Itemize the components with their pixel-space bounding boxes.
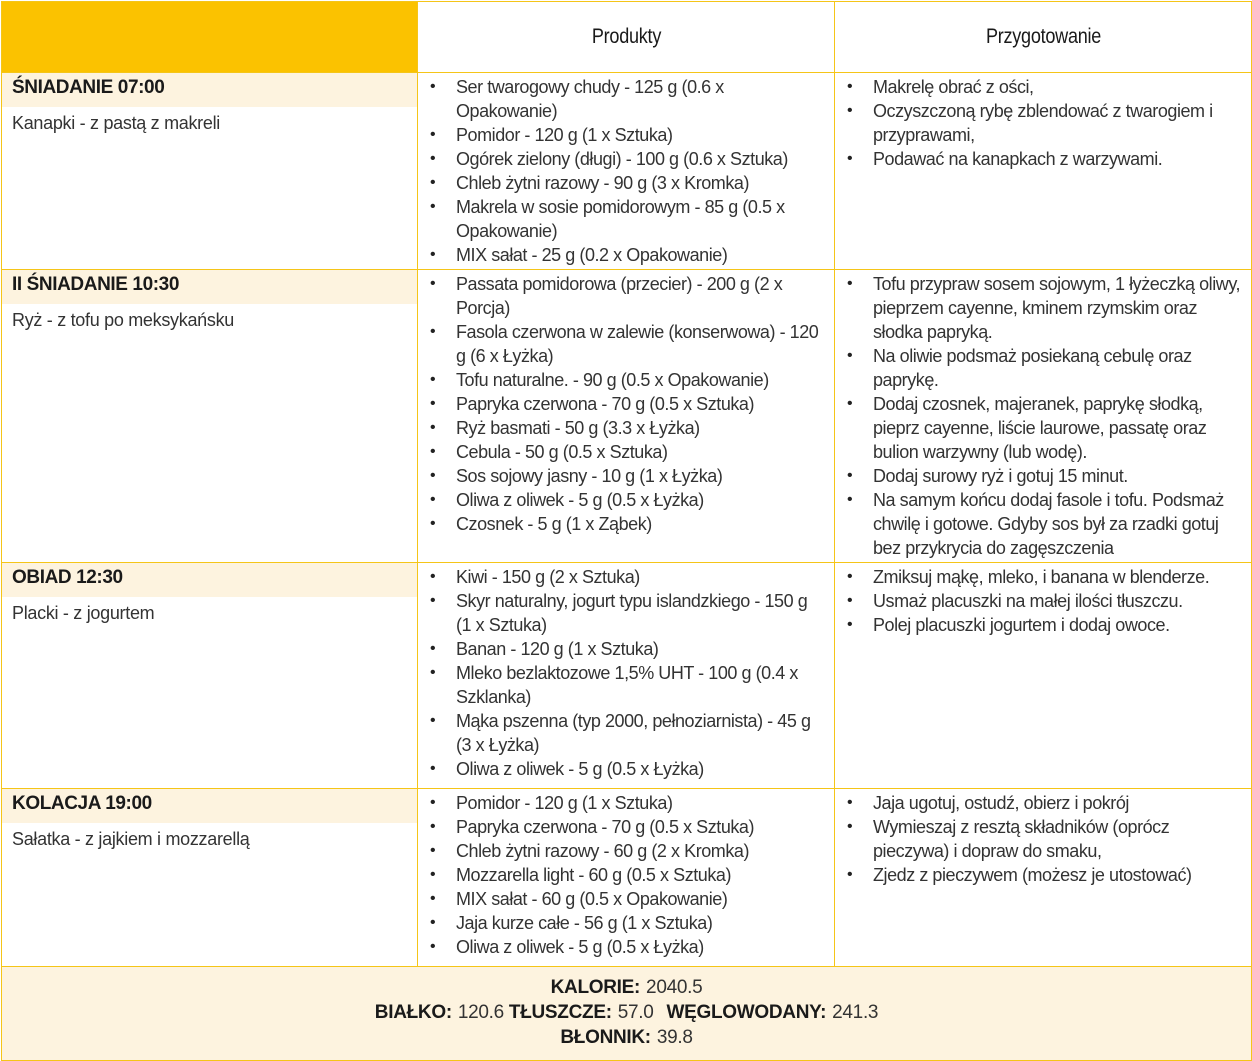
- product-item: • Pomidor - 120 g (1 x Sztuka): [428, 123, 826, 147]
- product-item: • Kiwi - 150 g (2 x Sztuka): [428, 565, 826, 589]
- preparation-step: • Polej placuszki jogurtem i dodaj owoce.: [845, 613, 1243, 637]
- meal-name: Kanapki - z pastą z makreli: [12, 113, 220, 133]
- product-item: • Oliwa z oliwek - 5 g (0.5 x Łyżka): [428, 488, 826, 512]
- meal-name: Placki - z jogurtem: [12, 603, 155, 623]
- preparation-step: • Na samym końcu dodaj fasole i tofu. Podsmaż chwilę i gotowe. Gdyby sos był za rzadki gotuj bez przykrycia do zagęszczenia: [845, 488, 1243, 560]
- meal-info-cell: [2, 789, 418, 967]
- preparation-cell-list: [835, 73, 1251, 173]
- preparation-cell: [835, 270, 1252, 563]
- meal-info-cell: [2, 563, 418, 789]
- carb-value: 241.3: [832, 1002, 879, 1023]
- meal-name: Sałatka - z jajkiem i mozzarellą: [12, 829, 250, 849]
- preparation-cell-list: [835, 270, 1251, 562]
- preparation-step: • Podawać na kanapkach z warzywami.: [845, 147, 1243, 171]
- preparation-cell-list: [835, 789, 1251, 889]
- preparation-step: • Wymieszaj z resztą składników (oprócz pieczywa) i dopraw do smaku,: [845, 815, 1243, 863]
- products-cell: [418, 789, 835, 967]
- meal-time: ŚNIADANIE 07:00: [2, 73, 417, 107]
- preparation-step: • Jaja ugotuj, ostudź, obierz i pokrój: [845, 791, 1243, 815]
- products-cell: [418, 563, 835, 789]
- preparation-step: • Dodaj czosnek, majeranek, paprykę słodką, pieprz cayenne, liście laurowe, passatę oraz bulion warzywny (lub wodę).: [845, 392, 1243, 464]
- preparation-step: • Makrelę obrać z ości,: [845, 75, 1243, 99]
- fat-label: TŁUSZCZE:: [508, 1002, 612, 1023]
- product-item: • Ser twarogowy chudy - 125 g (0.6 x Opakowanie): [428, 75, 826, 123]
- meal-info-cell: [2, 270, 418, 563]
- preparation-step: • Zmiksuj mąkę, mleko, i banana w blenderze.: [845, 565, 1243, 589]
- product-item: • Cebula - 50 g (0.5 x Sztuka): [428, 440, 826, 464]
- preparation-cell: [835, 789, 1252, 967]
- product-item: • Passata pomidorowa (przecier) - 200 g (2 x Porcja): [428, 272, 826, 320]
- preparation-step: • Na oliwie podsmaż posiekaną cebulę oraz paprykę.: [845, 344, 1243, 392]
- kcal-label: KALORIE:: [550, 977, 641, 998]
- meal-row: [2, 563, 1252, 789]
- meal-plan-table: [1, 1, 1252, 1061]
- meal-row: [2, 73, 1252, 270]
- products-cell-list: [418, 563, 834, 783]
- meal-name: Ryż - z tofu po meksykańsku: [12, 310, 234, 330]
- product-item: • Pomidor - 120 g (1 x Sztuka): [428, 791, 826, 815]
- product-item: • Oliwa z oliwek - 5 g (0.5 x Łyżka): [428, 757, 826, 781]
- protein-value: 120.6: [457, 1002, 504, 1023]
- product-item: • Mozzarella light - 60 g (0.5 x Sztuka): [428, 863, 826, 887]
- carb-label: WĘGLOWODANY:: [666, 1002, 827, 1023]
- preparation-step: • Zjedz z pieczywem (możesz je utostować): [845, 863, 1243, 887]
- product-item: • Chleb żytni razowy - 60 g (2 x Kromka): [428, 839, 826, 863]
- fiber-label: BŁONNIK:: [560, 1027, 651, 1048]
- meal-time: OBIAD 12:30: [2, 563, 417, 597]
- fat-value: 57.0: [617, 1002, 654, 1023]
- products-cell: [418, 73, 835, 270]
- header-corner: [2, 2, 418, 73]
- product-item: • Fasola czerwona w zalewie (konserwowa) - 120 g (6 x Łyżka): [428, 320, 826, 368]
- kcal-value: 2040.5: [646, 977, 703, 998]
- meal-time: KOLACJA 19:00: [2, 789, 417, 823]
- meal-row: [2, 270, 1252, 563]
- product-item: • Banan - 120 g (1 x Sztuka): [428, 637, 826, 661]
- preparation-cell: [835, 73, 1252, 270]
- protein-label: BIAŁKO:: [374, 1002, 452, 1023]
- product-item: • Mleko bezlaktozowe 1,5% UHT - 100 g (0.4 x Szklanka): [428, 661, 826, 709]
- products-cell-list: [418, 270, 834, 538]
- product-item: • MIX sałat - 25 g (0.2 x Opakowanie): [428, 243, 826, 267]
- fiber-value: 39.8: [656, 1027, 693, 1048]
- preparation-step: • Tofu przypraw sosem sojowym, 1 łyżeczką oliwy, pieprzem cayenne, kminem rzymskim oraz słodka papryką.: [845, 272, 1243, 344]
- summary-line-kcal: [2, 975, 1251, 1000]
- meal-info-cell: [2, 73, 418, 270]
- nutrition-summary: [2, 967, 1252, 1061]
- products-cell-list: [418, 789, 834, 961]
- product-item: • Czosnek - 5 g (1 x Ząbek): [428, 512, 826, 536]
- product-item: • Makrela w sosie pomidorowym - 85 g (0.5 x Opakowanie): [428, 195, 826, 243]
- summary-line-fiber: [2, 1025, 1251, 1050]
- header-row: [2, 2, 1252, 73]
- column-header-products: Produkty: [447, 2, 806, 73]
- preparation-step: • Usmaż placuszki na małej ilości tłuszczu.: [845, 589, 1243, 613]
- product-item: • Papryka czerwona - 70 g (0.5 x Sztuka): [428, 392, 826, 416]
- product-item: • MIX sałat - 60 g (0.5 x Opakowanie): [428, 887, 826, 911]
- preparation-step: • Dodaj surowy ryż i gotuj 15 minut.: [845, 464, 1243, 488]
- products-cell: [418, 270, 835, 563]
- preparation-cell: [835, 563, 1252, 789]
- preparation-cell-list: [835, 563, 1251, 639]
- preparation-step: • Oczyszczoną rybę zblendować z twarogiem i przyprawami,: [845, 99, 1243, 147]
- product-item: • Tofu naturalne. - 90 g (0.5 x Opakowanie): [428, 368, 826, 392]
- product-item: • Chleb żytni razowy - 90 g (3 x Kromka): [428, 171, 826, 195]
- product-item: • Ogórek zielony (długi) - 100 g (0.6 x Sztuka): [428, 147, 826, 171]
- products-cell-list: [418, 73, 834, 269]
- column-header-preparation: Przygotowanie: [864, 2, 1223, 73]
- product-item: • Sos sojowy jasny - 10 g (1 x Łyżka): [428, 464, 826, 488]
- meal-time: II ŚNIADANIE 10:30: [2, 270, 417, 304]
- product-item: • Mąka pszenna (typ 2000, pełnoziarnista) - 45 g (3 x Łyżka): [428, 709, 826, 757]
- product-item: • Ryż basmati - 50 g (3.3 x Łyżka): [428, 416, 826, 440]
- summary-line-macros: [2, 1000, 1251, 1025]
- product-item: • Oliwa z oliwek - 5 g (0.5 x Łyżka): [428, 935, 826, 959]
- meal-row: [2, 789, 1252, 967]
- product-item: • Papryka czerwona - 70 g (0.5 x Sztuka): [428, 815, 826, 839]
- product-item: • Skyr naturalny, jogurt typu islandzkiego - 150 g (1 x Sztuka): [428, 589, 826, 637]
- product-item: • Jaja kurze całe - 56 g (1 x Sztuka): [428, 911, 826, 935]
- summary-row: [2, 967, 1252, 1061]
